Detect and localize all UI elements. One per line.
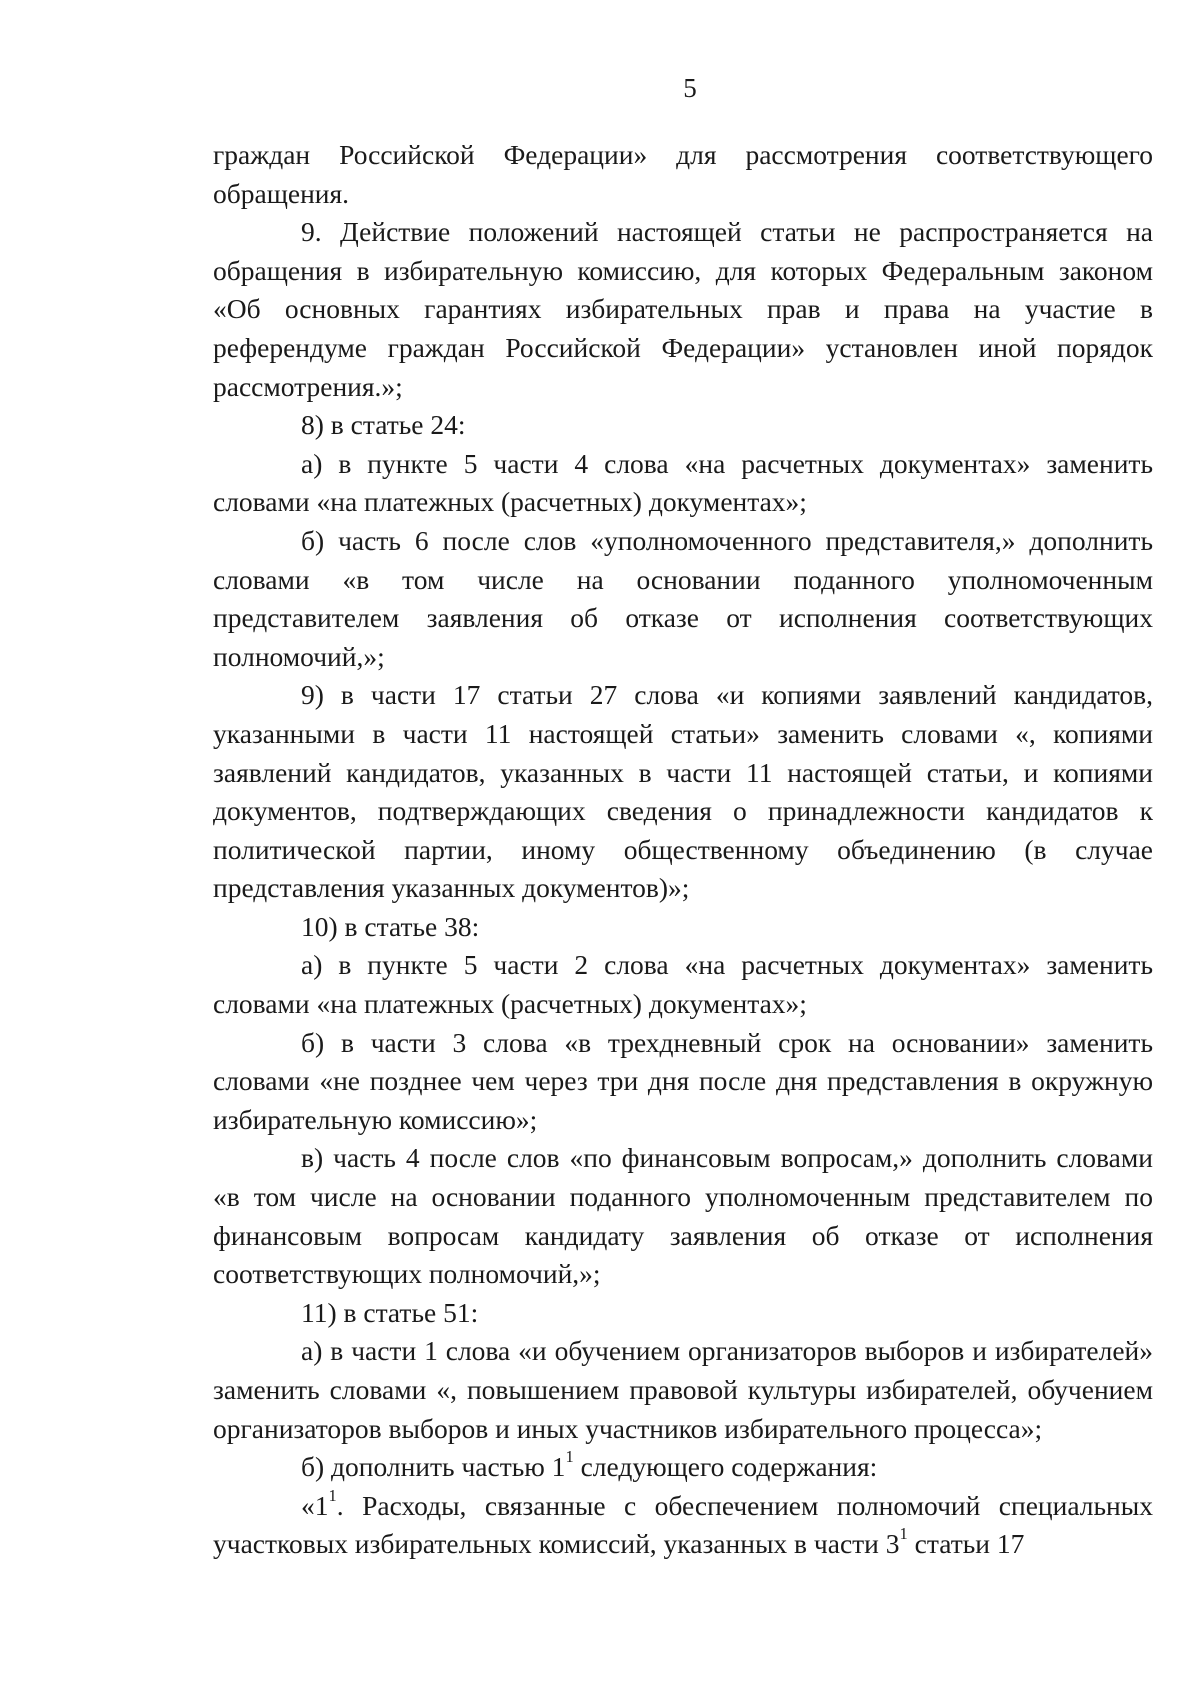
paragraph-item-10a: а) в пункте 5 части 2 слова «на расчетных документах» заменить словами «на платежных (расчетных) документах»;: [213, 949, 1153, 1020]
paragraph-item-11a: а) в части 1 слова «и обучением организаторов выборов и избирателей» заменить словами «, повышением правовой культуры избирателей, обучением организаторов выборов и иных участников избирательного процесса»;: [213, 1335, 1153, 1444]
paragraph-continuation: граждан Российской Федерации» для рассмотрения соответствующего обращения.: [213, 139, 1153, 209]
paragraph-item-10-heading: 10) в статье 38:: [301, 910, 480, 942]
paragraph-item-11b: [213, 1448, 1153, 1487]
p14-part2: . Расходы, связанные с обеспечением полномочий специальных участковых избирательных комиссий, указанных в части 3: [213, 1489, 1153, 1560]
p13-before: б) дополнить частью 1: [301, 1451, 566, 1483]
p14-part3: статьи 17: [907, 1528, 1025, 1560]
paragraph-item-10v: в) часть 4 после слов «по финансовым вопросам,» дополнить словами «в том числе на основании поданного уполномоченным представителем по финансовым вопросам кандидату заявления об отказе от исполнения соответствующих полномочий,»;: [213, 1142, 1153, 1290]
paragraph-item-8b: б) часть 6 после слов «уполномоченного представителя,» дополнить словами «в том числе на основании поданного уполномоченным представителем заявления об отказе от исполнения соответствующих полномочий,»;: [213, 524, 1153, 672]
paragraph-new-part-1-1: [213, 1487, 1153, 1564]
paragraph-item-8-heading: 8) в статье 24:: [301, 409, 466, 441]
page-number: 5: [683, 73, 697, 103]
document-body: [213, 136, 1153, 1564]
paragraph-item-9: 9. Действие положений настоящей статьи не распространяется на обращения в избирательную комиссию, для которых Федеральным законом «Об основных гарантиях избирательных прав и права на участие в референдуме граждан Российской Федерации» установлен иной порядок рассмотрения.»;: [213, 216, 1153, 402]
paragraph-item-8a: а) в пункте 5 части 4 слова «на расчетных документах» заменить словами «на платежных (расчетных) документах»;: [213, 447, 1153, 518]
p13-after: следующего содержания:: [573, 1451, 878, 1483]
p14-part1: «1: [301, 1489, 329, 1521]
paragraph-item-9-art27: 9) в части 17 статьи 27 слова «и копиями заявлений кандидатов, указанными в части 11 настоящей статьи» заменить словами «, копиями заявлений кандидатов, указанных в части 11 настоящей статьи, и копиями документов, подтверждающих сведения о принадлежности кандидатов к политической партии, иному общественному объединению (в случае представления указанных документов)»;: [213, 679, 1153, 904]
paragraph-item-10b: б) в части 3 слова «в трехдневный срок на основании» заменить словами «не позднее чем через три дня после дня представления в окружную избирательную комиссию»;: [213, 1026, 1153, 1135]
paragraph-item-11-heading: 11) в статье 51:: [301, 1296, 479, 1328]
p13-superscript: 1: [565, 1447, 574, 1467]
p14-superscript-1: 1: [328, 1485, 337, 1505]
p14-superscript-2: 1: [899, 1524, 908, 1544]
